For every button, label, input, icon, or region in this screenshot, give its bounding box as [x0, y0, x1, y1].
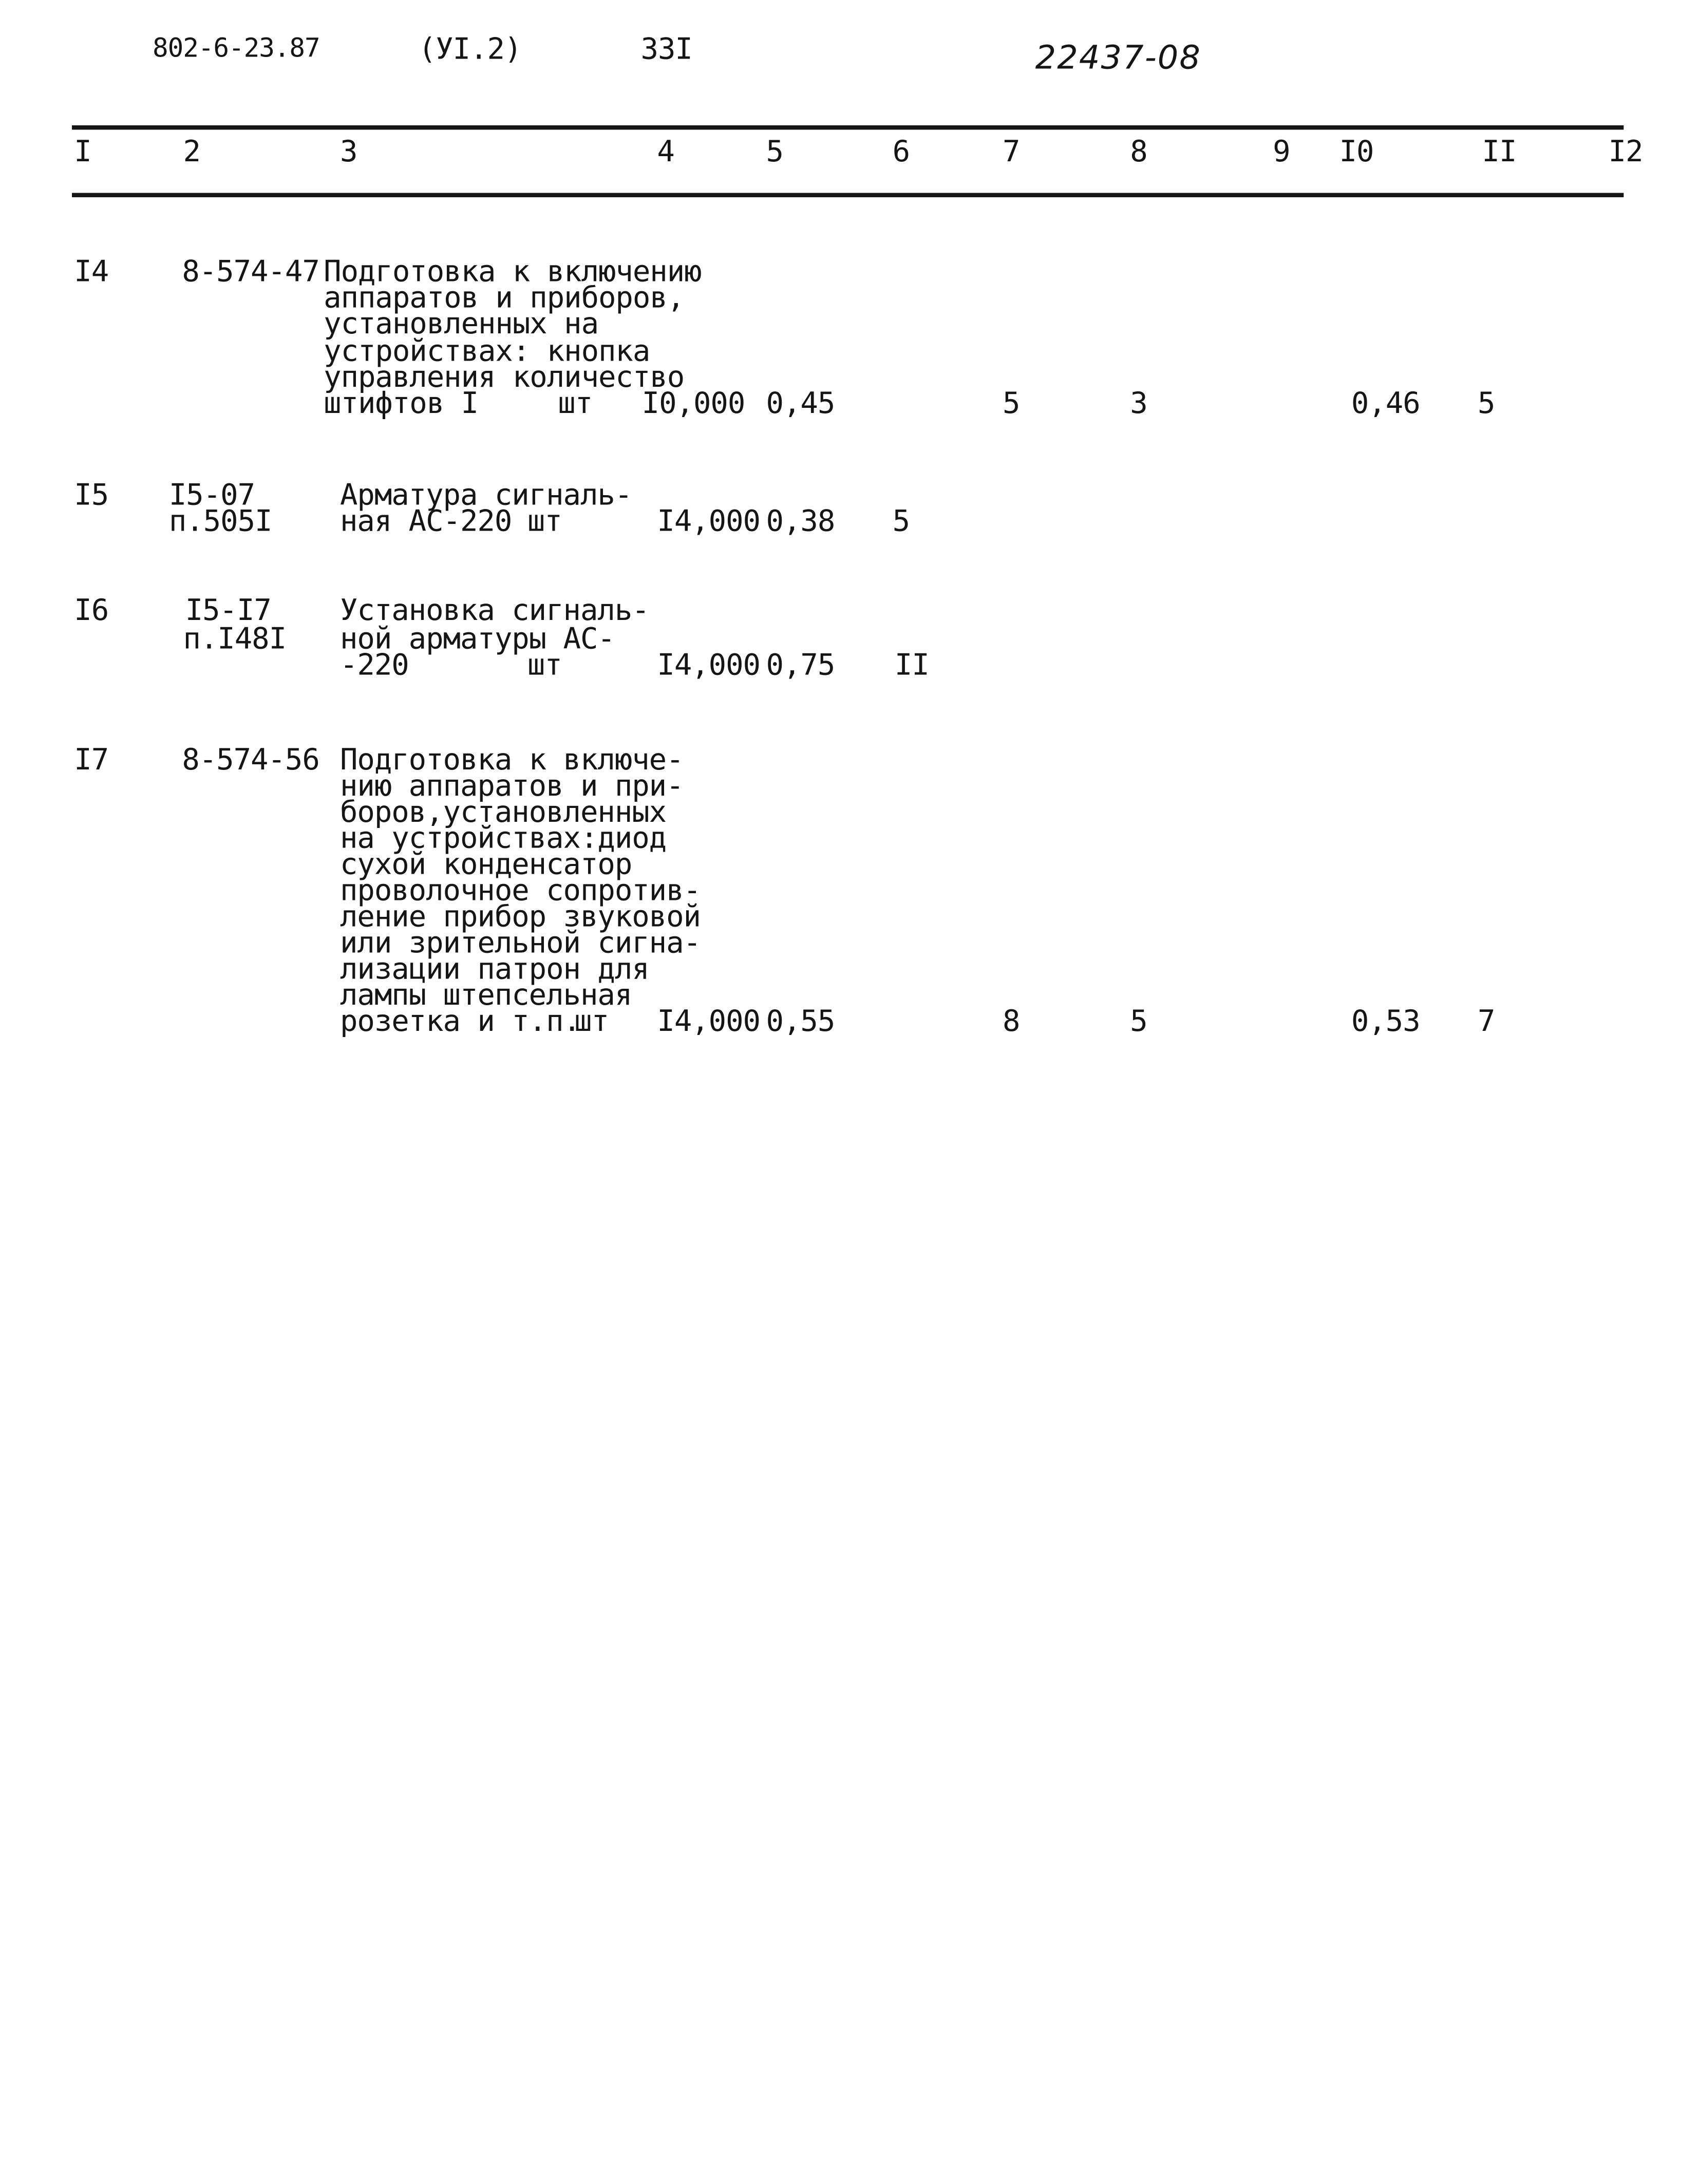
description-line: боров,установленных: [339, 795, 667, 830]
description-line: Подготовка к включе-: [339, 743, 684, 777]
row-code: п.505I: [168, 504, 272, 539]
unit: шт: [574, 1005, 609, 1039]
row-code: 8-574-47: [182, 255, 319, 289]
col5-value: 0,75: [766, 648, 835, 683]
description-line: сухой конденсатор: [339, 848, 632, 882]
description-line: управления количество: [324, 361, 685, 395]
description-line: штифтов I: [324, 387, 479, 421]
column-header: II: [1482, 135, 1517, 169]
header-top-rule: [72, 125, 1624, 129]
description-line: лампы штепсельная: [339, 978, 632, 1013]
row-code: I5-07: [168, 478, 255, 513]
col6-value: 5: [892, 504, 910, 539]
quantity: I4,000: [657, 1005, 760, 1039]
description-line: аппаратов и приборов,: [324, 281, 685, 315]
unit: шт: [527, 504, 562, 539]
quantity: I4,000: [657, 648, 760, 683]
row-code: 8-574-56: [182, 743, 319, 777]
col10-value: 0,53: [1351, 1005, 1420, 1039]
quantity: I0,000: [641, 387, 745, 421]
column-header: 5: [766, 135, 784, 169]
row-number: I4: [74, 255, 109, 289]
col5-value: 0,55: [766, 1005, 835, 1039]
description-line: проволочное сопротив-: [339, 874, 701, 908]
column-header: 4: [657, 135, 674, 169]
page-number: 33I: [640, 32, 692, 67]
column-header: 3: [339, 135, 357, 169]
row-number: I6: [74, 594, 109, 628]
unit: шт: [558, 387, 593, 421]
document-number: 22437-08: [1035, 39, 1202, 78]
column-header: 2: [183, 135, 200, 169]
column-header: 8: [1130, 135, 1147, 169]
description-line: Установка сигналь-: [339, 594, 649, 628]
col11-value: 7: [1478, 1005, 1495, 1039]
column-header: I2: [1608, 135, 1643, 169]
description-line: ная АС-220: [339, 504, 512, 539]
header-bottom-rule: [72, 193, 1624, 197]
column-header: I0: [1339, 135, 1374, 169]
description-line: Подготовка к включению: [324, 255, 702, 289]
quantity: I4,000: [657, 504, 760, 539]
col10-value: 0,46: [1351, 387, 1420, 421]
col8-value: 3: [1130, 387, 1147, 421]
description-line: устройствах: кнопка: [324, 334, 650, 369]
column-header: 6: [892, 135, 910, 169]
description-line: ление прибор звуковой: [339, 900, 701, 934]
description-line: нию аппаратов и при-: [339, 769, 684, 803]
description-line: установленных на: [324, 307, 599, 342]
column-header: I: [74, 135, 91, 169]
col11-value: 5: [1478, 387, 1495, 421]
col5-value: 0,38: [766, 504, 835, 539]
column-header: 9: [1273, 135, 1290, 169]
document-code: 802-6-23.87: [153, 32, 320, 64]
description-line: лизации патрон для: [339, 952, 649, 987]
unit: шт: [527, 648, 562, 683]
section-label: (УI.2): [418, 32, 522, 67]
description-line: или зрительной сигна-: [339, 926, 701, 961]
description-line: розетка и т.п.: [339, 1005, 580, 1039]
row-code: п.I48I: [183, 622, 287, 656]
description-line: Арматура сигналь-: [339, 478, 632, 513]
description-line: на устройствах:диод: [339, 821, 667, 856]
col6-value: II: [894, 648, 929, 683]
row-number: I5: [74, 478, 109, 513]
col8-value: 5: [1130, 1005, 1147, 1039]
col7-value: 8: [1002, 1005, 1020, 1039]
description-line: -220: [339, 648, 409, 683]
column-header: 7: [1002, 135, 1020, 169]
description-line: ной арматуры АС-: [339, 622, 615, 656]
row-code: I5-I7: [185, 594, 271, 628]
col7-value: 5: [1002, 387, 1020, 421]
col5-value: 0,45: [766, 387, 835, 421]
row-number: I7: [74, 743, 109, 777]
